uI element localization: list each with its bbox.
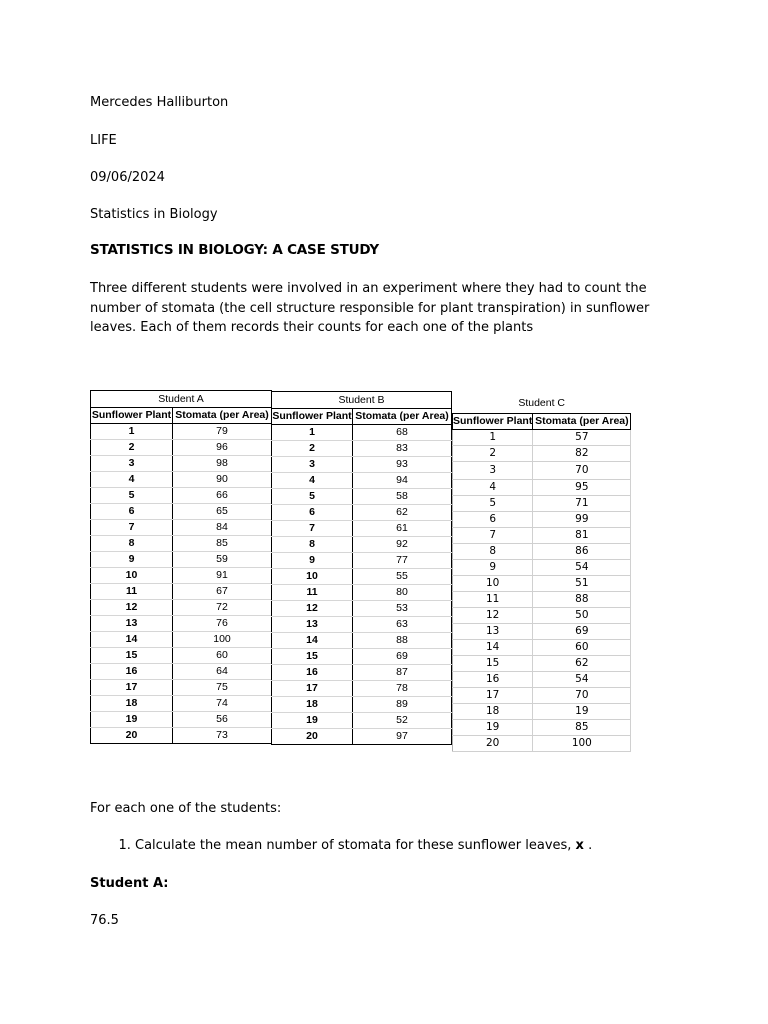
stomata-count-cell: 70 [533, 462, 631, 480]
plant-number-cell: 20 [91, 728, 173, 744]
plant-number-cell: 18 [453, 704, 533, 720]
stomata-count-cell: 62 [533, 656, 631, 672]
stomata-count-cell: 98 [173, 456, 272, 472]
table-row [453, 608, 631, 624]
table-row [91, 680, 272, 696]
plant-number-cell: 16 [272, 665, 353, 681]
table-row [453, 640, 631, 656]
document-date: 09/06/2024 [90, 170, 165, 185]
plant-number-cell: 13 [272, 617, 353, 633]
stomata-count-cell: 96 [173, 440, 272, 456]
table-row [91, 488, 272, 504]
table-row [272, 457, 452, 473]
stomata-count-cell: 83 [353, 441, 452, 457]
table-row [272, 441, 452, 457]
plant-number-cell: 7 [453, 528, 533, 544]
stomata-count-cell: 85 [533, 720, 631, 736]
stomata-count-cell: 61 [353, 521, 452, 537]
plant-number-cell: 16 [91, 664, 173, 680]
table-row [272, 713, 452, 729]
stomata-count-cell: 60 [173, 648, 272, 664]
stomata-count-cell: 80 [353, 585, 452, 601]
section-heading: STATISTICS IN BIOLOGY: A CASE STUDY [90, 242, 379, 258]
table-row [272, 553, 452, 569]
table-row [91, 584, 272, 600]
stomata-count-cell: 67 [173, 584, 272, 600]
plant-number-cell: 11 [272, 585, 353, 601]
plant-number-cell: 2 [91, 440, 173, 456]
stomata-count-cell: 69 [353, 649, 452, 665]
plant-number-cell: 5 [453, 496, 533, 512]
student-a-table [90, 390, 272, 744]
column-header-plant: Sunflower Plant [91, 408, 173, 424]
mean-symbol: x [575, 838, 584, 853]
plant-number-cell: 11 [453, 592, 533, 608]
plant-number-cell: 16 [453, 672, 533, 688]
stomata-count-cell: 75 [173, 680, 272, 696]
table-row [91, 552, 272, 568]
table-row [272, 601, 452, 617]
plant-number-cell: 4 [272, 473, 353, 489]
plant-number-cell: 15 [453, 656, 533, 672]
table-row [272, 697, 452, 713]
plant-number-cell: 14 [272, 633, 353, 649]
stomata-count-cell: 81 [533, 528, 631, 544]
stomata-count-cell: 73 [216, 729, 228, 741]
stomata-count-cell: 72 [173, 600, 272, 616]
plant-number-cell: 14 [91, 632, 173, 648]
table-row [91, 648, 272, 664]
plant-number-cell: 5 [272, 489, 353, 505]
stomata-count-cell: 54 [533, 672, 631, 688]
table-row [272, 649, 452, 665]
stomata-count-cell: 62 [353, 505, 452, 521]
plant-number-cell: 17 [91, 680, 173, 696]
table-row [272, 729, 452, 745]
plant-number-cell: 9 [453, 560, 533, 576]
table-row [91, 568, 272, 584]
table-body [91, 424, 272, 744]
stomata-count-cell: 89 [353, 697, 452, 713]
table-caption: Student B [272, 392, 452, 409]
plant-number-cell: 11 [91, 584, 173, 600]
stomata-count-cell: 90 [173, 472, 272, 488]
plant-number-cell: 1 [272, 425, 353, 441]
table-row [272, 489, 452, 505]
plant-number-cell: 2 [272, 441, 353, 457]
table-row [272, 537, 452, 553]
stomata-count-cell: 50 [533, 608, 631, 624]
stomata-count-cell: 70 [533, 688, 631, 704]
stomata-count-cell: 19 [533, 704, 631, 720]
stomata-count-cell: 77 [353, 553, 452, 569]
student-c-table [452, 392, 631, 752]
stomata-count-cell: 79 [173, 424, 272, 440]
question-list [90, 837, 592, 855]
column-header-plant: Sunflower Plant [272, 409, 353, 425]
stomata-count-cell: 60 [533, 640, 631, 656]
plant-number-cell: 7 [91, 520, 173, 536]
plant-number-cell: 10 [91, 568, 173, 584]
table-row [453, 560, 631, 576]
table-row [453, 512, 631, 528]
table-row [453, 592, 631, 608]
table-row [91, 632, 272, 648]
stomata-count-cell: 84 [173, 520, 272, 536]
table-body [453, 430, 631, 752]
plant-number-cell: 12 [272, 601, 353, 617]
answer-label: Student A: [90, 876, 169, 891]
plant-number-cell: 17 [453, 688, 533, 704]
table-row [453, 544, 631, 560]
stomata-count-cell: 97 [396, 730, 408, 742]
plant-number-cell: 19 [91, 712, 173, 728]
intro-paragraph: Three different students were involved in an experiment where they had to count the number of stomata (the cell structure responsible for plant transpiration) in sunflower leaves. Each of them records their counts for each one of the plants [90, 281, 650, 335]
table-row [91, 520, 272, 536]
plant-number-cell: 10 [453, 576, 533, 592]
stomata-count-cell: 65 [173, 504, 272, 520]
plant-number-cell: 17 [272, 681, 353, 697]
stomata-count-cell: 87 [353, 665, 452, 681]
stomata-count-cell: 54 [533, 560, 631, 576]
plant-number-cell: 4 [91, 472, 173, 488]
table-row [453, 528, 631, 544]
table-row [453, 656, 631, 672]
table-row [453, 480, 631, 496]
plant-number-cell: 15 [91, 648, 173, 664]
table-row [91, 728, 272, 744]
stomata-count-cell: 82 [533, 446, 631, 462]
table-row [272, 505, 452, 521]
table-row [453, 496, 631, 512]
stomata-count-cell: 78 [353, 681, 452, 697]
table-caption: Student C [518, 397, 566, 409]
table-row [91, 664, 272, 680]
plant-number-cell: 9 [272, 553, 353, 569]
question-text: Calculate the mean number of stomata for these sunflower leaves, [135, 838, 576, 853]
table-row [272, 521, 452, 537]
plant-number-cell: 3 [453, 462, 533, 480]
stomata-count-cell: 59 [173, 552, 272, 568]
table-row [272, 617, 452, 633]
stomata-count-cell: 95 [533, 480, 631, 496]
plant-number-cell: 5 [91, 488, 173, 504]
plant-number-cell: 8 [91, 536, 173, 552]
stomata-count-cell: 51 [533, 576, 631, 592]
plant-number-cell: 3 [91, 456, 173, 472]
table-row [91, 536, 272, 552]
stomata-count-cell: 56 [173, 712, 272, 728]
table-row [91, 504, 272, 520]
document-title: Statistics in Biology [90, 207, 218, 222]
stomata-count-cell: 69 [533, 624, 631, 640]
stomata-count-cell: 71 [533, 496, 631, 512]
table-row [453, 688, 631, 704]
table-row [453, 704, 631, 720]
plant-number-cell: 10 [272, 569, 353, 585]
table-row [91, 712, 272, 728]
table-row [453, 672, 631, 688]
table-row [91, 600, 272, 616]
stomata-count-cell: 100 [533, 736, 631, 752]
plant-number-cell: 13 [453, 624, 533, 640]
table-row [453, 430, 631, 446]
stomata-count-cell: 94 [353, 473, 452, 489]
plant-number-cell: 6 [272, 505, 353, 521]
stomata-count-cell: 100 [173, 632, 272, 648]
plant-number-cell: 19 [453, 720, 533, 736]
plant-number-cell: 7 [272, 521, 353, 537]
plant-number-cell: 6 [453, 512, 533, 528]
plant-number-cell: 20 [272, 729, 353, 745]
table-caption: Student A [91, 391, 272, 408]
table-row [272, 585, 452, 601]
column-header-stomata: Stomata (per Area) [533, 414, 631, 430]
stomata-count-cell: 88 [353, 633, 452, 649]
plant-number-cell: 12 [453, 608, 533, 624]
stomata-count-cell: 58 [353, 489, 452, 505]
plant-number-cell: 19 [272, 713, 353, 729]
table-row [272, 681, 452, 697]
stomata-count-cell: 57 [533, 430, 631, 446]
plant-number-cell: 14 [453, 640, 533, 656]
table-row [453, 720, 631, 736]
author-name: Mercedes Halliburton [90, 95, 229, 110]
column-header-plant: Sunflower Plant [453, 414, 533, 430]
table-row [91, 440, 272, 456]
plant-number-cell: 1 [453, 430, 533, 446]
plant-number-cell: 13 [91, 616, 173, 632]
plant-number-cell: 9 [91, 552, 173, 568]
stomata-count-cell: 76 [173, 616, 272, 632]
table-row [272, 473, 452, 489]
table-row [272, 633, 452, 649]
stomata-count-cell: 93 [353, 457, 452, 473]
plant-number-cell: 8 [453, 544, 533, 560]
plant-number-cell: 4 [453, 480, 533, 496]
table-row [453, 576, 631, 592]
stomata-count-cell: 74 [173, 696, 272, 712]
stomata-count-cell: 53 [353, 601, 452, 617]
table-row [272, 665, 452, 681]
table-body [272, 425, 452, 745]
table-row [91, 472, 272, 488]
plant-number-cell: 15 [272, 649, 353, 665]
stomata-count-cell: 88 [533, 592, 631, 608]
stomata-count-cell: 63 [353, 617, 452, 633]
table-row [272, 425, 452, 441]
plant-number-cell: 12 [91, 600, 173, 616]
stomata-count-cell: 92 [353, 537, 452, 553]
stomata-count-cell: 68 [353, 425, 452, 441]
stomata-count-cell: 55 [353, 569, 452, 585]
plant-number-cell: 1 [91, 424, 173, 440]
table-row [91, 456, 272, 472]
table-row [453, 624, 631, 640]
table-row [91, 424, 272, 440]
plant-number-cell: 2 [453, 446, 533, 462]
stomata-count-cell: 66 [173, 488, 272, 504]
course-name: LIFE [90, 133, 117, 148]
answer-value: 76.5 [90, 913, 119, 928]
stomata-count-cell: 85 [173, 536, 272, 552]
stomata-count-cell: 52 [353, 713, 452, 729]
question-item [135, 837, 592, 855]
table-row [453, 462, 631, 480]
table-row [453, 736, 631, 752]
plant-number-cell: 8 [272, 537, 353, 553]
instruction-text: For each one of the students: [90, 801, 282, 816]
stomata-count-cell: 99 [533, 512, 631, 528]
question-end: . [583, 838, 593, 853]
plant-number-cell: 20 [453, 736, 533, 752]
student-b-table [271, 391, 452, 745]
table-row [91, 696, 272, 712]
column-header-stomata: Stomata (per Area) [173, 408, 272, 424]
stomata-count-cell: 91 [173, 568, 272, 584]
column-header-stomata: Stomata (per Area) [353, 409, 452, 425]
plant-number-cell: 18 [91, 696, 173, 712]
table-row [91, 616, 272, 632]
table-row [453, 446, 631, 462]
plant-number-cell: 3 [272, 457, 353, 473]
table-row [272, 569, 452, 585]
plant-number-cell: 18 [272, 697, 353, 713]
plant-number-cell: 6 [91, 504, 173, 520]
stomata-count-cell: 64 [173, 664, 272, 680]
stomata-count-cell: 86 [533, 544, 631, 560]
